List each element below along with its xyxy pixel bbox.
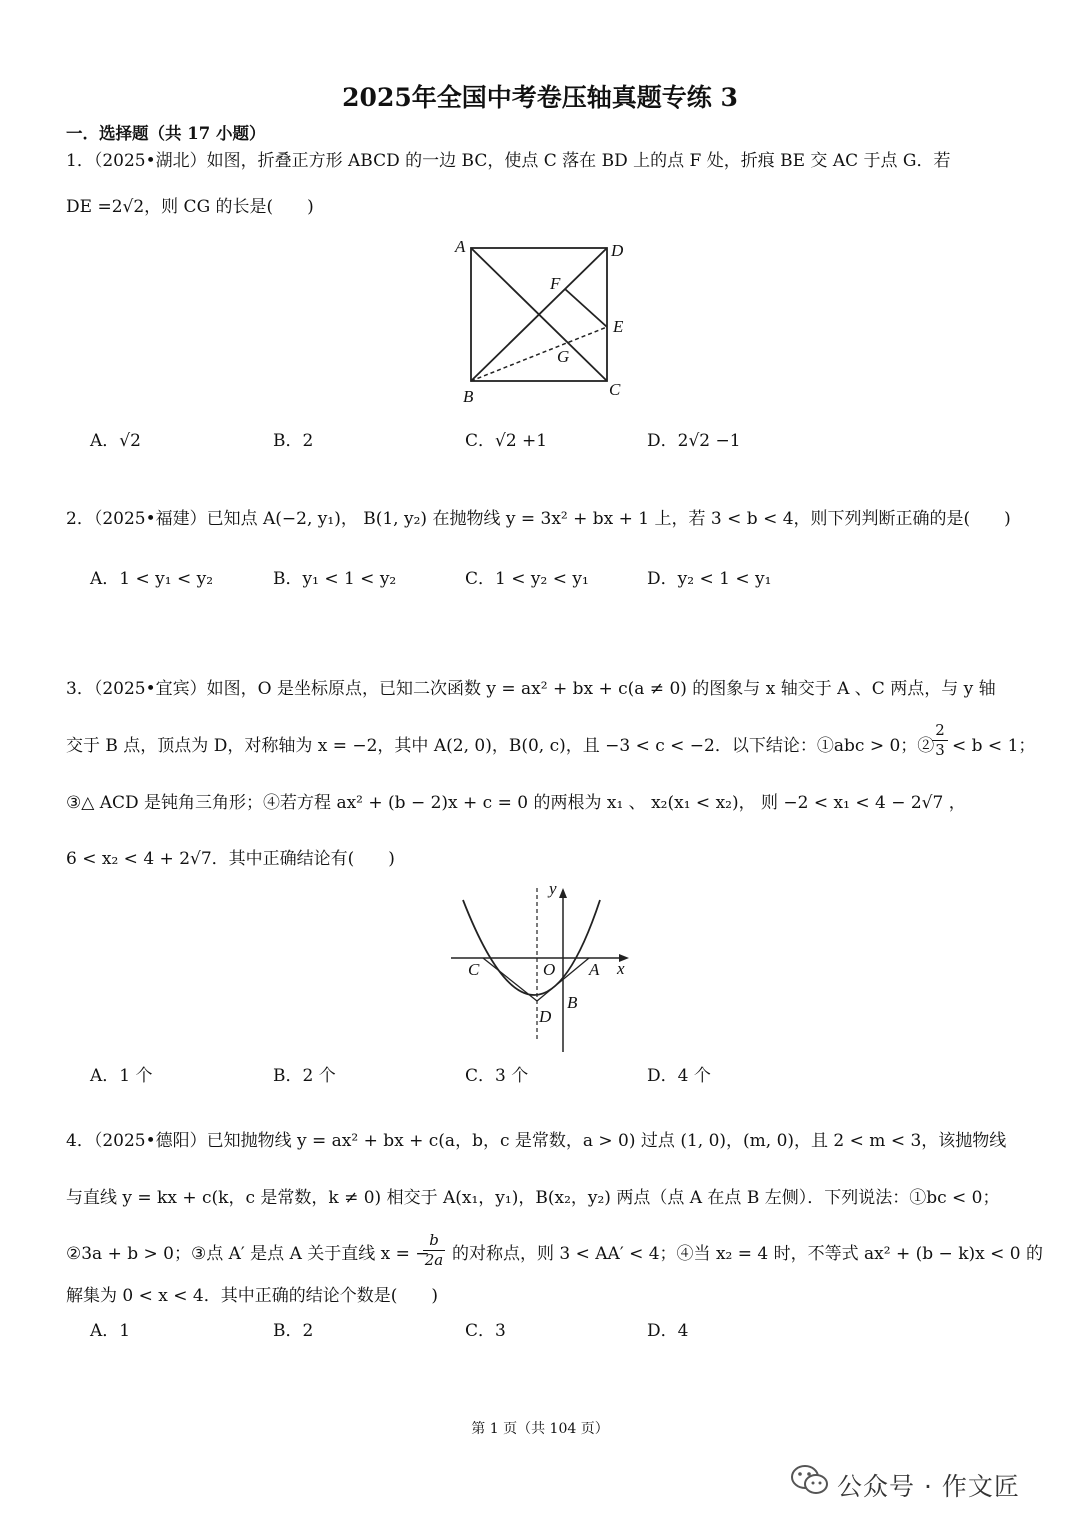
label-c: C — [468, 960, 480, 979]
q3-option-b: B．2 个 — [273, 1066, 336, 1086]
q4-fraction — [423, 1232, 445, 1269]
q3-stem-line3: ③△ ACD 是钝角三角形；④若方程 ax² + (b − 2)x + c = 0 的两根为 x₁ 、 x₂(x₁ < x₂)， 则 −2 < x₁ < 4 − 2√7 ， — [66, 793, 966, 813]
fold-line-be — [471, 327, 607, 381]
segment-fe — [565, 289, 607, 327]
label-c: C — [609, 380, 621, 399]
q3-fraction-numerator: 2 — [935, 721, 945, 739]
q3-fraction — [932, 722, 948, 759]
q3-stem-line2b: < b < 1； — [952, 736, 1036, 756]
label-g: G — [557, 347, 570, 366]
label-d: D — [539, 1007, 552, 1026]
wechat-icon — [790, 1463, 830, 1497]
q4-stem-line3a: ②3a + b > 0；③点 A′ 是点 A 关于直线 x = − — [66, 1244, 430, 1264]
q4-option-c: C．3 — [465, 1321, 506, 1341]
q4-option-d: D．4 — [647, 1321, 689, 1341]
q2-option-c: C．1 < y₂ < y₁ — [465, 569, 589, 589]
watermark-text: 公众号 · 作文匠 — [837, 1472, 1020, 1501]
q1-option-a: A．√2 — [90, 431, 141, 451]
q4-stem-line3b: 的对称点，则 3 < AA′ < 4；④当 x₂ = 4 时，不等式 ax² + (b − k)x < 0 的 — [452, 1244, 1043, 1264]
q3-parabola-figure — [445, 880, 635, 1056]
page-footer: 第 1 页（共 104 页） — [471, 1421, 609, 1437]
q4-stem-line4: 解集为 0 < x < 4．其中正确的结论个数是( ) — [66, 1286, 438, 1306]
label-f: F — [550, 274, 561, 293]
q2-stem: 2．（2025•福建）已知点 A(−2, y₁)， B(1, y₂) 在抛物线 y = 3x² + bx + 1 上，若 3 < b < 4，则下列判断正确的是( ) — [66, 509, 1011, 529]
section-heading: 一．选择题（共 17 小题） — [66, 124, 266, 143]
q4-fraction-numerator: b — [429, 1231, 439, 1249]
q3-option-c: C．3 个 — [465, 1066, 529, 1086]
q3-option-a: A．1 个 — [90, 1066, 153, 1086]
q4-stem-line2: 与直线 y = kx + c(k，c 是常数，k ≠ 0) 相交于 A(x₁，y₁)，B(x₂，y₂) 两点（点 A 在点 B 左侧）．下列说法：①bc < 0； — [66, 1188, 1000, 1208]
q3-fraction-denominator: 3 — [935, 741, 945, 759]
page-title: 2025年全国中考卷压轴真题专练 3 — [342, 83, 738, 112]
label-o: O — [543, 960, 556, 979]
label-x: x — [617, 959, 625, 978]
label-a: A — [455, 237, 466, 256]
q3-option-d: D．4 个 — [647, 1066, 711, 1086]
q1-stem-line1: 1．（2025•湖北）如图，折叠正方形 ABCD 的一边 BC，使点 C 落在 BD 上的点 F 处，折痕 BE 交 AC 于点 G．若 — [66, 151, 951, 171]
q2-option-a: A．1 < y₁ < y₂ — [90, 569, 214, 589]
label-b: B — [463, 387, 474, 406]
q1-option-c: C．√2 +1 — [465, 431, 548, 451]
q4-fraction-denominator: 2a — [424, 1251, 444, 1269]
q4-stem-line1: 4．（2025•德阳）已知抛物线 y = ax² + bx + c(a，b，c 是常数，a > 0) 过点 (1, 0)，(m, 0)，且 2 < m < 3，该抛物线 — [66, 1131, 1007, 1151]
q1-square-figure — [445, 232, 645, 412]
label-b: B — [567, 993, 578, 1012]
segment-cd — [483, 958, 537, 1001]
q1-option-d: D．2√2 −1 — [647, 431, 741, 451]
q2-option-b: B．y₁ < 1 < y₂ — [273, 569, 397, 589]
q3-stem-line4: 6 < x₂ < 4 + 2√7．其中正确结论有( ) — [66, 849, 395, 869]
label-d: D — [611, 241, 624, 260]
label-e: E — [613, 317, 624, 336]
q3-stem-line1: 3．（2025•宜宾）如图，O 是坐标原点，已知二次函数 y = ax² + bx + c(a ≠ 0) 的图象与 x 轴交于 A 、C 两点，与 y 轴 — [66, 679, 996, 699]
label-y: y — [549, 880, 557, 898]
label-a: A — [589, 960, 600, 979]
q4-option-b: B．2 — [273, 1321, 314, 1341]
parabola — [463, 900, 600, 995]
q1-option-b: B．2 — [273, 431, 314, 451]
y-axis-arrow — [559, 888, 567, 898]
q1-stem-line2: DE =2√2，则 CG 的长是( ) — [66, 197, 314, 217]
q3-stem-line2a: 交于 B 点，顶点为 D，对称轴为 x = −2，其中 A(2, 0)，B(0, c)，且 −3 < c < −2．以下结论：①abc > 0；② — [66, 736, 935, 756]
q2-option-d: D．y₂ < 1 < y₁ — [647, 569, 772, 589]
q4-option-a: A．1 — [90, 1321, 131, 1341]
